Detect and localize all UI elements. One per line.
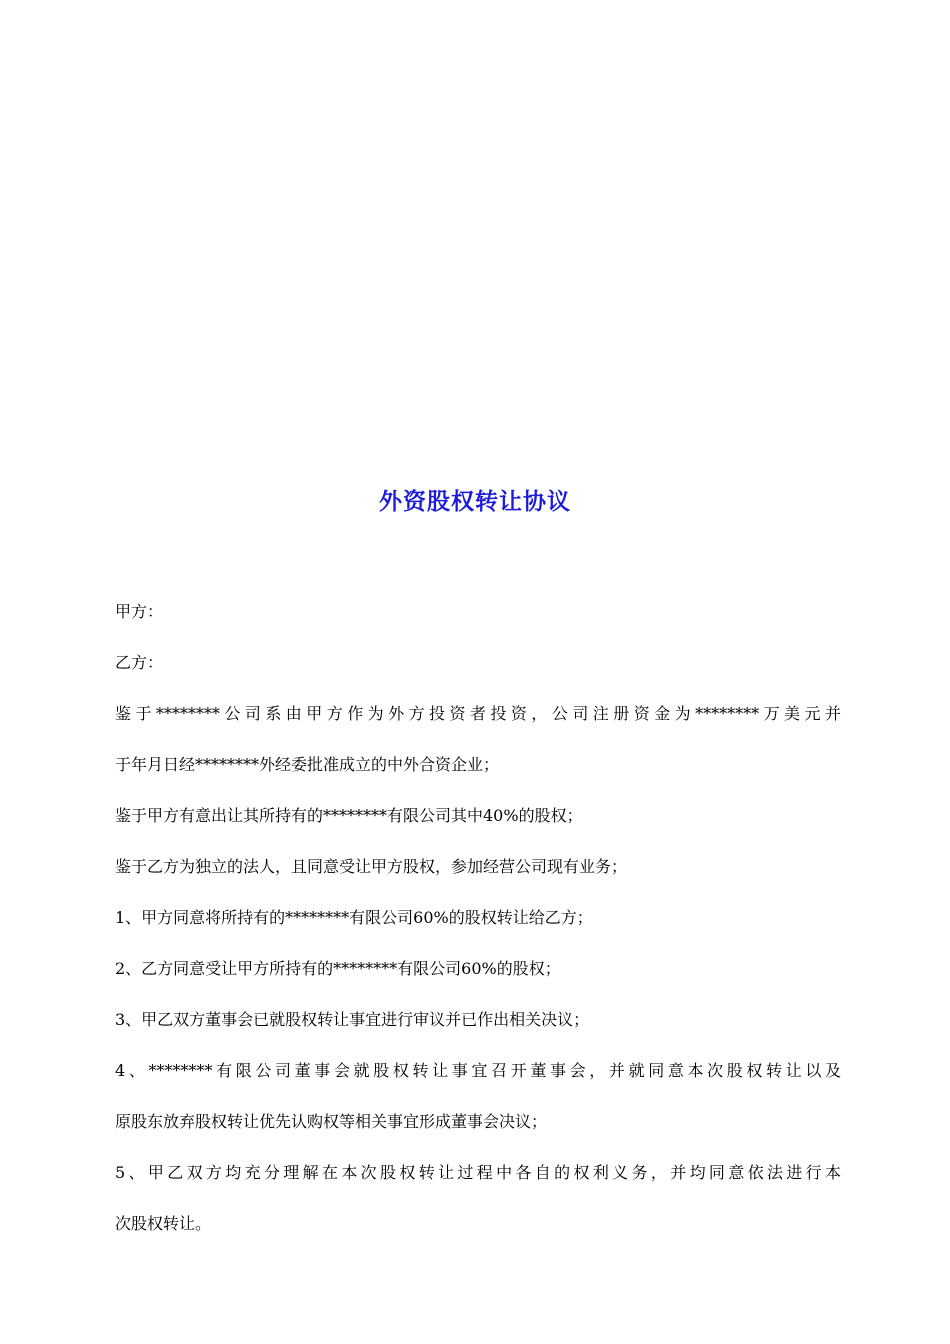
- clause-4-line-1: 4、********有限公司董事会就股权转让事宜召开董事会，并就同意本次股权转让以及: [115, 1061, 841, 1080]
- recital-3-line: 鉴于乙方为独立的法人，且同意受让甲方股权，参加经营公司现有业务；: [115, 857, 628, 876]
- recital-2-line: 鉴于甲方有意出让其所持有的********有限公司其中40%的股权；: [115, 806, 583, 825]
- clause-3-line: 3、甲乙双方董事会已就股权转让事宜进行审议并已作出相关决议；: [115, 1010, 590, 1029]
- party-b-line: 乙方：: [115, 653, 164, 672]
- clause-1-line: 1、甲方同意将所持有的********有限公司60%的股权转让给乙方；: [115, 908, 593, 927]
- document-title: 外资股权转让协议: [379, 489, 571, 515]
- document-body: [115, 602, 841, 1265]
- recital-1-line-1: 鉴于********公司系由甲方作为外方投资者投资，公司注册资金为********万美元并: [115, 704, 841, 723]
- recital-1-line-2: 于年月日经********外经委批准成立的中外合资企业；: [115, 755, 500, 774]
- clause-5-line-2: 次股权转让。: [115, 1214, 212, 1233]
- clause-4-line-2: 原股东放弃股权转让优先认购权等相关事宜形成董事会决议；: [115, 1112, 548, 1131]
- clause-5-line-1: 5、甲乙双方均充分理解在本次股权转让过程中各自的权利义务，并均同意依法进行本: [115, 1163, 841, 1182]
- clause-2-line: 2、乙方同意受让甲方所持有的********有限公司60%的股权；: [115, 959, 561, 978]
- party-a-line: 甲方：: [115, 602, 164, 621]
